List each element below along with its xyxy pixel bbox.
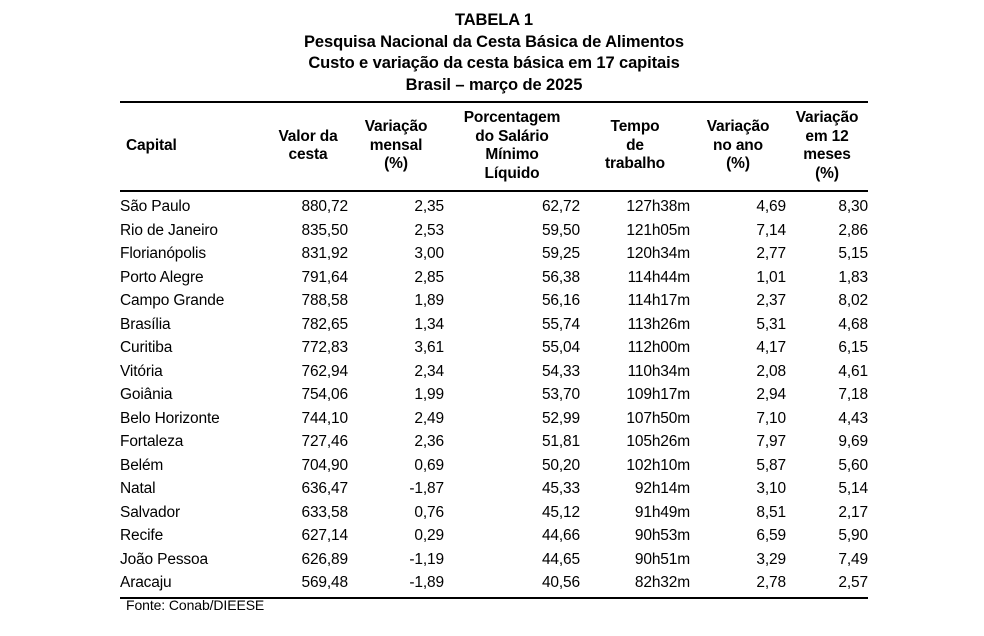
cell-mensal: -1,19 (409, 550, 444, 568)
cell-doze: 7,49 (838, 550, 868, 568)
column-header-capital (120, 102, 268, 191)
cell-valor: 744,10 (301, 409, 348, 427)
table-body (120, 191, 868, 598)
cell-doze: 7,18 (838, 386, 868, 403)
table-row (120, 548, 868, 572)
cell-salario: 44,66 (541, 527, 580, 544)
cell-capital: Natal (120, 480, 156, 497)
cell-capital: Curitiba (120, 339, 173, 356)
table-title-block (120, 10, 868, 96)
cell-salario: 59,25 (541, 245, 580, 262)
table-row (120, 289, 868, 313)
cell-doze: 2,57 (838, 574, 868, 591)
column-header-line: (%) (726, 155, 750, 173)
cell-mensal: 2,34 (414, 362, 444, 380)
cell-capital: João Pessoa (120, 550, 208, 568)
table-row (120, 501, 868, 525)
cell-capital: Rio de Janeiro (120, 221, 218, 239)
cell-ano: 2,08 (756, 362, 786, 380)
cell-ano: 3,10 (756, 480, 786, 497)
cell-doze: 8,02 (838, 292, 868, 309)
table-number: TABELA 1 (454, 11, 534, 29)
column-header-line: em 12 (805, 127, 849, 145)
table-row (120, 313, 868, 337)
cell-valor: 633,58 (301, 503, 348, 521)
cell-tempo: 90h51m (634, 550, 690, 568)
column-header-line: trabalho (605, 155, 665, 173)
column-header-line: mensal (369, 136, 423, 154)
table-row (120, 336, 868, 360)
cell-mensal: 1,89 (414, 292, 444, 309)
cell-mensal: 0,69 (414, 456, 444, 474)
column-header-line: Variação (795, 109, 859, 126)
column-header-variacao-mensal (348, 102, 444, 191)
cell-valor: 772,83 (301, 339, 348, 356)
table-row (120, 360, 868, 384)
cell-doze: 5,15 (838, 245, 868, 262)
column-header-line: Mínimo (485, 146, 539, 163)
cell-capital: Belém (120, 456, 164, 474)
table-row (120, 383, 868, 407)
column-header-tempo-de-trabalho (580, 102, 690, 191)
table-title-line-1: Pesquisa Nacional da Cesta Básica de Alimentos (304, 32, 684, 51)
cell-capital: Brasília (120, 315, 171, 333)
cell-tempo: 113h26m (627, 315, 690, 333)
cell-mensal: 2,53 (414, 221, 444, 239)
cell-capital: Fortaleza (120, 433, 184, 450)
cell-mensal: 2,49 (414, 409, 444, 427)
column-header-line: Capital (126, 136, 177, 154)
table-row (120, 191, 868, 219)
table-row (120, 242, 868, 266)
cell-capital: Goiânia (120, 386, 173, 403)
cell-mensal: 2,36 (414, 433, 444, 450)
cell-capital: Salvador (120, 503, 180, 521)
cell-ano: 2,77 (756, 245, 786, 262)
cell-mensal: -1,87 (409, 480, 444, 497)
cell-mensal: 2,35 (414, 198, 444, 215)
column-header-variacao-no-ano (690, 102, 786, 191)
cell-capital: Vitória (120, 362, 163, 380)
cell-ano: 4,17 (756, 339, 786, 356)
cesta-basica-table (120, 101, 868, 599)
cell-salario: 51,81 (541, 433, 580, 450)
cell-salario: 54,33 (541, 362, 580, 380)
column-header-valor-da-cesta (268, 102, 348, 191)
cell-salario: 53,70 (541, 386, 580, 403)
cell-tempo: 109h17m (626, 386, 690, 403)
cell-capital: Florianópolis (120, 245, 206, 262)
table-row (120, 219, 868, 243)
cell-tempo: 90h53m (634, 527, 690, 544)
cell-doze: 2,86 (838, 221, 868, 239)
table-source-note: Fonte: Conab/DIEESE (126, 597, 265, 613)
table-container (120, 101, 868, 599)
cell-mensal: 3,00 (414, 245, 444, 262)
cell-valor: 636,47 (301, 480, 348, 497)
cell-valor: 831,92 (301, 245, 348, 262)
cell-doze: 4,68 (838, 315, 868, 333)
column-header-line: Variação (706, 118, 770, 136)
table-title-line-3: Brasil – março de 2025 (405, 75, 583, 94)
cell-tempo: 91h49m (634, 503, 690, 521)
cell-valor: 754,06 (301, 386, 348, 403)
column-header-variacao-12-meses (786, 102, 868, 191)
cell-ano: 3,29 (756, 550, 786, 568)
cell-mensal: 1,99 (414, 386, 444, 403)
cell-valor: 626,89 (301, 550, 348, 568)
cell-ano: 7,10 (756, 409, 786, 427)
cell-doze: 5,60 (838, 456, 868, 474)
cell-doze: 4,43 (838, 409, 868, 427)
cell-tempo: 114h17m (627, 292, 690, 309)
cell-mensal: 0,76 (414, 503, 444, 521)
cell-tempo: 82h32m (634, 574, 690, 591)
cell-ano: 8,51 (756, 503, 786, 521)
column-header-line: de (626, 136, 644, 154)
cell-salario: 59,50 (541, 221, 580, 239)
cell-doze: 8,30 (838, 198, 868, 215)
cell-doze: 5,90 (838, 527, 868, 544)
cell-salario: 45,33 (541, 480, 580, 497)
column-header-porcentagem-salario-minimo (444, 102, 580, 191)
cell-capital: Recife (120, 527, 164, 544)
column-header-line: (%) (384, 155, 408, 173)
cell-tempo: 92h14m (634, 480, 690, 497)
column-header-line: Variação (364, 118, 428, 136)
cell-valor: 782,65 (301, 315, 348, 333)
cell-ano: 5,87 (756, 456, 786, 474)
cell-tempo: 107h50m (626, 409, 690, 427)
table-row (120, 524, 868, 548)
cell-salario: 45,12 (541, 503, 580, 521)
cell-tempo: 120h34m (626, 245, 690, 262)
cell-ano: 2,78 (756, 574, 786, 591)
column-header-line: cesta (288, 146, 328, 163)
cell-mensal: 2,85 (414, 268, 444, 286)
cell-tempo: 121h05m (626, 221, 690, 239)
cell-valor: 627,14 (301, 527, 348, 544)
cell-tempo: 127h38m (626, 198, 690, 215)
cell-salario: 50,20 (541, 456, 580, 474)
column-header-line: Porcentagem (463, 109, 561, 126)
cell-tempo: 102h10m (626, 456, 690, 474)
cell-ano: 5,31 (756, 315, 786, 333)
cell-mensal: 1,34 (414, 315, 444, 333)
cell-salario: 56,16 (541, 292, 580, 309)
cell-salario: 44,65 (541, 550, 580, 568)
column-header-line: Valor da (278, 127, 338, 145)
cell-ano: 1,01 (756, 268, 786, 286)
cell-ano: 2,37 (756, 292, 786, 309)
cell-salario: 62,72 (541, 198, 580, 215)
cell-salario: 56,38 (541, 268, 580, 286)
table-head (120, 102, 868, 191)
cell-tempo: 114h44m (627, 268, 690, 286)
cell-capital: São Paulo (120, 198, 191, 215)
cell-ano: 7,97 (756, 433, 786, 450)
cell-salario: 55,74 (541, 315, 580, 333)
cell-salario: 52,99 (541, 409, 580, 427)
table-row (120, 407, 868, 431)
cell-valor: 880,72 (301, 198, 348, 215)
column-header-line: Tempo (610, 118, 660, 136)
cell-capital: Aracaju (120, 574, 172, 591)
cell-ano: 4,69 (756, 198, 786, 215)
column-header-line: meses (803, 146, 851, 163)
cell-doze: 4,61 (838, 362, 868, 380)
cell-doze: 1,83 (838, 268, 868, 286)
column-header-line: no ano (713, 136, 763, 154)
cell-valor: 762,94 (301, 362, 348, 380)
cell-ano: 7,14 (756, 221, 786, 239)
column-header-line: do Salário (475, 127, 549, 145)
cell-doze: 5,14 (838, 480, 868, 497)
cell-tempo: 112h00m (627, 339, 690, 356)
cell-capital: Belo Horizonte (120, 409, 220, 427)
cell-doze: 6,15 (838, 339, 868, 356)
cell-valor: 791,64 (301, 268, 348, 286)
cell-ano: 6,59 (756, 527, 786, 544)
cell-valor: 788,58 (301, 292, 348, 309)
cell-tempo: 105h26m (626, 433, 690, 450)
table-header-row (120, 102, 868, 191)
table-row (120, 266, 868, 290)
cell-mensal: 0,29 (414, 527, 444, 544)
table-row (120, 477, 868, 501)
cell-ano: 2,94 (756, 386, 786, 403)
cell-salario: 55,04 (541, 339, 580, 356)
table-row (120, 454, 868, 478)
table-row (120, 430, 868, 454)
cell-valor: 704,90 (301, 456, 348, 474)
cell-valor: 835,50 (301, 221, 348, 239)
column-header-line: Líquido (484, 164, 540, 182)
column-header-line: (%) (815, 164, 839, 182)
table-row (120, 571, 868, 598)
cell-doze: 2,17 (838, 503, 868, 521)
cell-capital: Porto Alegre (120, 268, 204, 286)
cell-capital: Campo Grande (120, 292, 225, 309)
cell-valor: 727,46 (301, 433, 348, 450)
cell-mensal: 3,61 (414, 339, 444, 356)
table-title-line-2: Custo e variação da cesta básica em 17 capitais (308, 54, 680, 72)
cell-tempo: 110h34m (627, 362, 690, 380)
cell-salario: 40,56 (541, 574, 580, 591)
cell-doze: 9,69 (838, 433, 868, 450)
cell-mensal: -1,89 (409, 574, 444, 591)
cell-valor: 569,48 (301, 574, 348, 591)
